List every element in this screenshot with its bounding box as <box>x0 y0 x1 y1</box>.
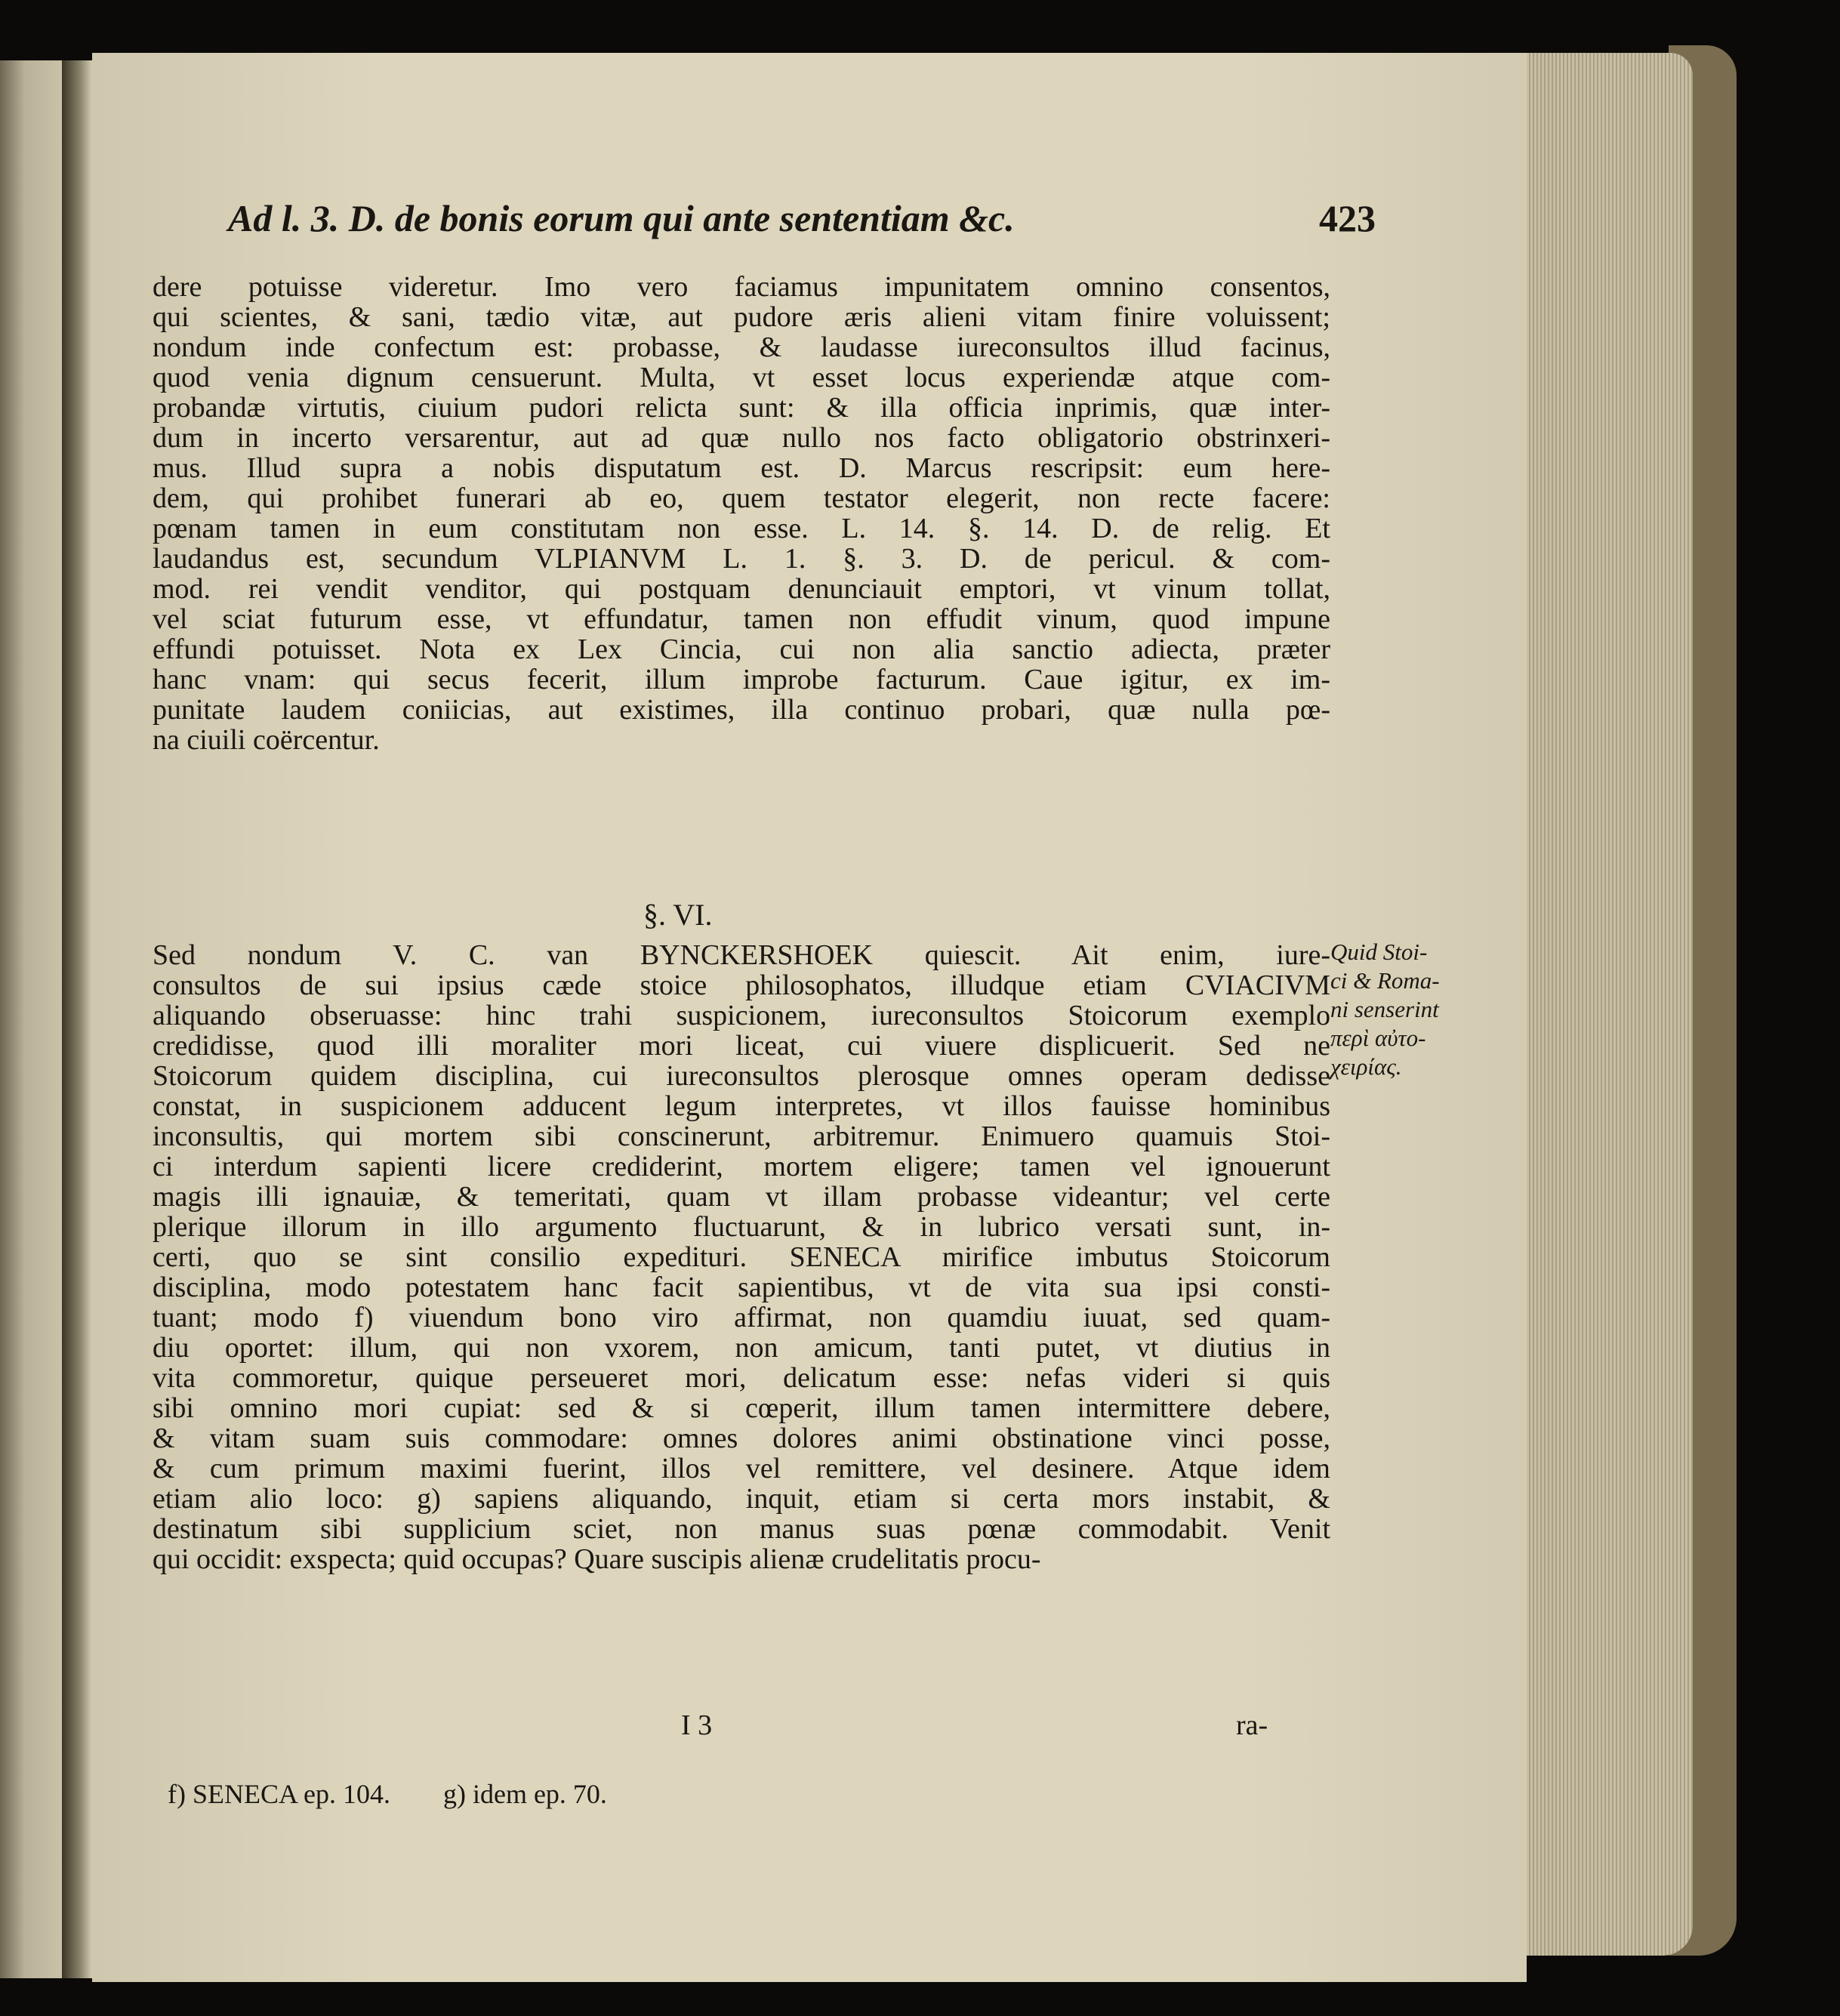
text-line: mod. rei vendit venditor, qui postquam denunciauit emptori, vt vinum tollat, <box>153 573 1330 605</box>
running-title: Ad l. 3. D. de bonis eorum qui ante sententiam &c. <box>228 197 1015 239</box>
text-line: punitate laudem coniicias, aut existimes, illa continuo probari, quæ nulla pœ- <box>153 694 1330 726</box>
section-heading: §. VI. <box>643 898 713 932</box>
text-line: aliquando obseruasse: hinc trahi suspicionem, iureconsultos Stoicorum exemplo <box>153 1000 1330 1031</box>
text-line: sibi omnino mori cupiat: sed & si cœperit, illum tamen intermittere debere, <box>153 1392 1330 1424</box>
signature-mark: I 3 <box>681 1709 713 1741</box>
text-line: ci interdum sapienti licere crediderint, mortem eligere; tamen vel ignouerunt <box>153 1151 1330 1182</box>
running-header <box>228 196 1376 249</box>
margin-note-line: ci & Roma- <box>1330 967 1440 994</box>
text-line: etiam alio loco: g) sapiens aliquando, inquit, etiam si certa mors instabit, & <box>153 1483 1330 1515</box>
text-line: Stoicorum quidem disciplina, cui iureconsultos plerosque omnes operam dedisse <box>153 1060 1330 1092</box>
text-line: dum in incerto versarentur, aut ad quæ nullo nos facto obligatorio obstrinxeri- <box>153 422 1330 454</box>
page-edges <box>1527 53 1693 1956</box>
text-line: tuant; modo f) viuendum bono viro affirmat, non quamdiu iuuat, sed quam- <box>153 1302 1330 1333</box>
text-line: destinatum sibi supplicium sciet, non manus suas pœnæ commodabit. Venit <box>153 1513 1330 1545</box>
text-line: effundi potuisset. Nota ex Lex Cincia, cui non alia sanctio adiecta, præter <box>153 633 1330 665</box>
text-line: nondum inde confectum est: probasse, & laudasse iureconsultos illud facinus, <box>153 331 1330 363</box>
text-line: credidisse, quod illi moraliter mori liceat, cui viuere displicuerit. Sed ne <box>153 1030 1330 1062</box>
text-line: vel sciat futurum esse, vt effundatur, tamen non effudit vinum, quod impune <box>153 603 1330 635</box>
text-line: disciplina, modo potestatem hanc facit sapientibus, vt de vita sua ipsi consti- <box>153 1272 1330 1303</box>
footnote: f) SENECA ep. 104. <box>168 1779 390 1809</box>
text-line: & vitam suam suis commodare: omnes dolores animi obstinatione vinci posse, <box>153 1423 1330 1454</box>
text-line: laudandus est, secundum VLPIANVM L. 1. §. 3. D. de pericul. & com- <box>153 543 1330 575</box>
text-line: & cum primum maximi fuerint, illos vel remittere, vel desinere. Atque idem <box>153 1453 1330 1484</box>
text-line: na ciuili coërcentur. <box>153 724 380 756</box>
text-line: probandæ virtutis, ciuium pudori relicta sunt: & illa officia inprimis, quæ inter- <box>153 392 1330 424</box>
footnotes <box>168 1778 660 1810</box>
margin-note-line: περὶ αὐτο- <box>1330 1025 1426 1051</box>
text-line: vita commoretur, quique perseueret mori, delicatum esse: nefas videri si quis <box>153 1362 1330 1394</box>
text-line: inconsultis, qui mortem sibi conscinerunt, arbitremur. Enimuero quamuis Stoi- <box>153 1121 1330 1152</box>
text-line: qui occidit: exspecta; quid occupas? Quare suscipis alienæ crudelitatis procu- <box>153 1543 1041 1575</box>
footnote: g) idem ep. 70. <box>442 1779 607 1809</box>
text-line: mus. Illud supra a nobis disputatum est. D. Marcus rescripsit: eum here- <box>153 452 1330 484</box>
text-line: qui scientes, & sani, tædio vitæ, aut pudore æris alieni vitam finire voluissent; <box>153 301 1330 333</box>
text-line: Sed nondum V. C. van BYNCKERSHOEK quiescit. Ait enim, iure- <box>153 939 1330 971</box>
text-line: diu oportet: illum, qui non vxorem, non amicum, tanti putet, vt diutius in <box>153 1332 1330 1364</box>
paragraph-1 <box>153 272 1330 755</box>
paragraph-2 <box>153 940 1330 1574</box>
text-line: dem, qui prohibet funerari ab eo, quem testator elegerit, non recte facere: <box>153 482 1330 514</box>
text-line: dere potuisse videretur. Imo vero faciamus impunitatem omnino consentos, <box>153 271 1330 303</box>
text-line: quod venia dignum censuerunt. Multa, vt esset locus experiendæ atque com- <box>153 362 1330 393</box>
text-line: certi, quo se sint consilio expedituri. SENECA mirifice imbutus Stoicorum <box>153 1241 1330 1273</box>
margin-note-line: χειρίας. <box>1330 1053 1402 1080</box>
margin-note-line: Quid Stoi- <box>1330 939 1428 965</box>
left-page-edge <box>0 60 62 1978</box>
page-number: 423 <box>1319 197 1376 239</box>
text-line: hanc vnam: qui secus fecerit, illum improbe facturum. Caue igitur, ex im- <box>153 664 1330 695</box>
text-line: plerique illorum in illo argumento fluctuarunt, & in lubrico versati sunt, in- <box>153 1211 1330 1243</box>
book-gutter <box>62 60 92 1978</box>
text-line: consultos de sui ipsius cæde stoice philosophatos, illudque etiam CVIACIVM <box>153 969 1330 1001</box>
catchword: ra- <box>1236 1709 1268 1741</box>
text-line: pœnam tamen in eum constitutam non esse. L. 14. §. 14. D. de relig. Et <box>153 513 1330 544</box>
text-line: constat, in suspicionem adducent legum interpretes, vt illos fauisse hominibus <box>153 1090 1330 1122</box>
text-line: magis illi ignauiæ, & temeritati, quam vt illam probasse videantur; vel certe <box>153 1181 1330 1213</box>
book-page <box>92 53 1527 1982</box>
margin-note <box>1330 938 1504 1081</box>
margin-note-line: ni senserint <box>1330 996 1439 1022</box>
